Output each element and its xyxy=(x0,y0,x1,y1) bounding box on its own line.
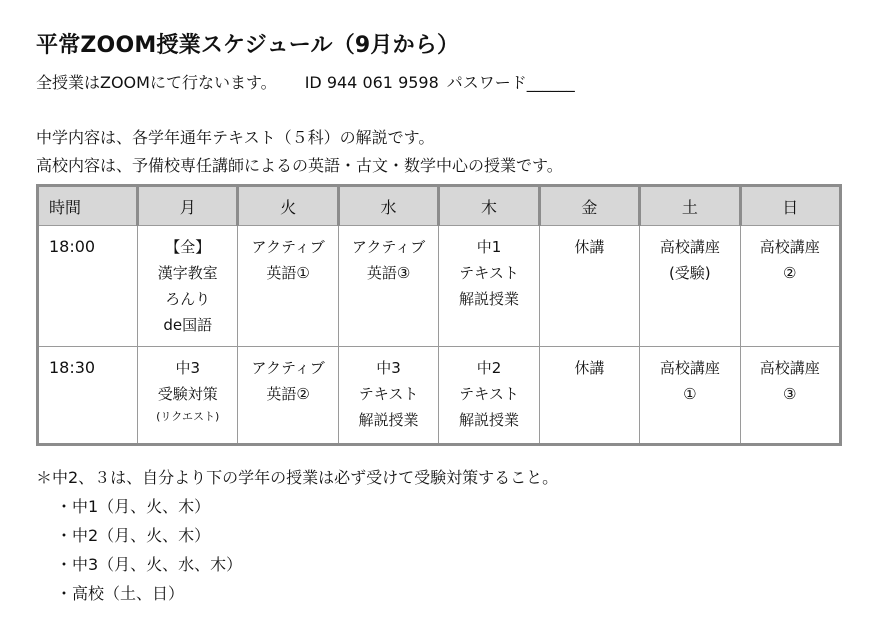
cell-line: 高校講座 xyxy=(759,238,820,256)
cell-line: 休講 xyxy=(574,238,605,256)
cell-line: 英語② xyxy=(266,385,310,403)
mon-cell xyxy=(138,347,238,445)
header-mon: 月 xyxy=(138,186,238,226)
cell-line: 解説授業 xyxy=(458,411,519,429)
footer-item-chu2: ・中2（月、火、木） xyxy=(56,526,211,545)
header-time: 時間 xyxy=(38,186,138,226)
password-label: パスワード______ xyxy=(446,73,575,92)
cell-line: テキスト xyxy=(358,385,419,403)
fri-cell xyxy=(539,226,639,347)
cell-line: ② xyxy=(783,264,797,282)
table-row xyxy=(38,347,841,445)
cell-line: (リクエスト) xyxy=(156,410,220,423)
footer-item-chu1: ・中1（月、火、木） xyxy=(56,497,211,516)
cell-line: ① xyxy=(683,385,697,403)
header-sat: 土 xyxy=(640,186,740,226)
cell-line: アクティブ xyxy=(251,359,325,377)
tue-cell xyxy=(238,347,338,445)
time-cell: 18:00 xyxy=(38,226,138,347)
cell-line: アクティブ xyxy=(251,238,325,256)
header-fri: 金 xyxy=(539,186,639,226)
footer-item-chu3: ・中3（月、火、水、木） xyxy=(56,555,243,574)
footer-item-koukou: ・高校（土、日） xyxy=(56,584,185,603)
footer-notes xyxy=(36,464,558,608)
cell-line: 【全】 xyxy=(165,238,211,256)
header-tue: 火 xyxy=(238,186,338,226)
cell-line: 解説授業 xyxy=(458,290,519,308)
wed-cell xyxy=(338,226,438,347)
header-thu: 木 xyxy=(439,186,539,226)
fri-cell xyxy=(539,347,639,445)
info-line-high-school: 高校内容は、予備校専任講師によるの英語・古文・数学中心の授業です。 xyxy=(36,156,563,175)
zoom-info-line xyxy=(36,70,575,93)
cell-line: 中1 xyxy=(476,238,502,256)
cell-line: テキスト xyxy=(459,264,519,282)
cell-line: ③ xyxy=(783,385,797,403)
cell-line: 漢字教室 xyxy=(157,264,218,282)
cell-line: 中3 xyxy=(175,359,200,377)
header-sun: 日 xyxy=(740,186,840,226)
mon-cell xyxy=(138,226,238,347)
header-wed: 水 xyxy=(338,186,438,226)
cell-line: 中3 xyxy=(376,359,401,377)
sat-cell xyxy=(640,347,740,445)
page-title: 平常ZOOM授業スケジュール（9月から） xyxy=(36,33,460,58)
schedule-table xyxy=(36,184,842,446)
info-line-middle-school: 中学内容は、各学年通年テキスト（５科）の解説です。 xyxy=(36,128,435,147)
meeting-id: ID 944 061 9598 xyxy=(304,73,439,92)
cell-line: テキスト xyxy=(459,385,519,403)
cell-line: 高校講座 xyxy=(759,359,820,377)
table-row xyxy=(38,226,841,347)
cell-line: de国語 xyxy=(163,316,213,334)
cell-line: アクティブ xyxy=(351,238,426,256)
cell-line: 高校講座 xyxy=(659,238,720,256)
cell-line: 受験対策 xyxy=(157,385,218,403)
sat-cell xyxy=(640,226,740,347)
wed-cell xyxy=(338,347,438,445)
cell-line: 休講 xyxy=(574,359,605,377)
cell-line: 英語① xyxy=(266,264,310,282)
footer-note: ＊中2、３は、自分より下の学年の授業は必ず受けて受験対策すること。 xyxy=(36,468,559,487)
sun-cell xyxy=(740,347,840,445)
sun-cell xyxy=(740,226,840,347)
tue-cell xyxy=(238,226,338,347)
cell-line: ろんり xyxy=(165,290,211,308)
cell-line: 中2 xyxy=(476,359,502,377)
table-header-row xyxy=(38,186,841,226)
cell-line: (受験) xyxy=(668,264,711,282)
thu-cell xyxy=(439,347,539,445)
zoom-notice: 全授業はZOOMにて行ないます。 xyxy=(36,73,277,92)
cell-line: 高校講座 xyxy=(659,359,720,377)
thu-cell xyxy=(439,226,539,347)
time-cell: 18:30 xyxy=(38,347,138,445)
cell-line: 英語③ xyxy=(366,264,411,282)
cell-line: 解説授業 xyxy=(358,411,419,429)
